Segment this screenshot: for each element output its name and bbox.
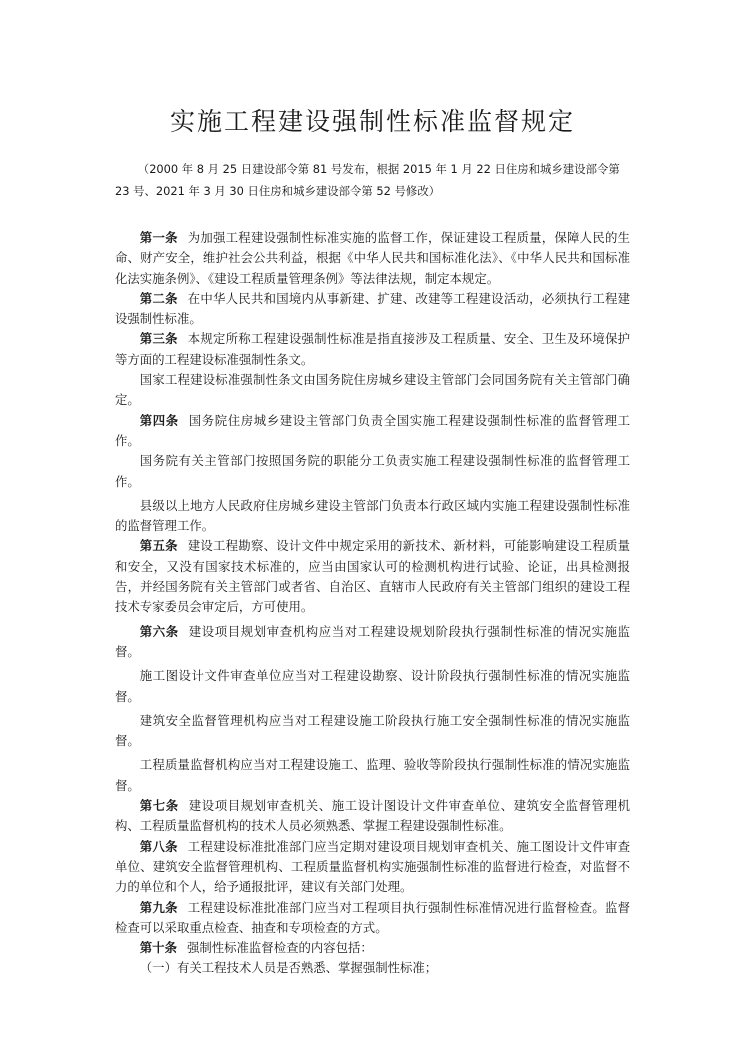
- paragraph-text: 工程建设标准批准部门应当定期对建设项目规划审查机关、施工图设计文件审查单位、建筑安全监督管理机构、工程质量监督机构实施强制性标准的监督进行检查，对监督不力的单位和个人，给予通报批评，建议有关部门处理。: [115, 838, 631, 895]
- paragraph-text: 在中华人民共和国境内从事新建、扩建、改建等工程建设活动，必须执行工程建设强制性标准。: [115, 290, 631, 327]
- paragraph-text: 工程质量监督机构应当对工程建设施工、监理、验收等阶段执行强制性标准的情况实施监督。: [115, 757, 630, 793]
- article-number: 第五条: [139, 538, 178, 554]
- paragraph: [115, 411, 630, 452]
- paragraph-text: 国家工程建设标准强制性条文由国务院住房城乡建设主管部门会同国务院有关主管部门确定。: [115, 372, 630, 408]
- paragraph-text: 国务院住房城乡建设主管部门负责全国实施工程建设强制性标准的监督管理工作。: [115, 412, 630, 448]
- paragraph-text: 县级以上地方人民政府住房城乡建设主管部门负责本行政区域内实施工程建设强制性标准的监督管理工作。: [115, 497, 630, 534]
- paragraph: [115, 536, 630, 617]
- paragraph: [115, 289, 630, 330]
- article-number: 第十条: [139, 940, 177, 956]
- article-number: 第八条: [139, 838, 178, 854]
- article-number: 第七条: [139, 798, 179, 814]
- paragraph: [115, 938, 630, 958]
- article-number: 第六条: [139, 623, 179, 639]
- paragraph: [115, 837, 630, 898]
- paragraph-text: 工程建设标准批准部门应当对工程项目执行强制性标准情况进行监督检查。监督检查可以采取重点检查、抽查和专项检查的方式。: [115, 899, 631, 935]
- paragraph: [115, 796, 630, 837]
- paragraph-text: 本规定所称工程建设强制性标准是指直接涉及工程质量、安全、卫生及环境保护等方面的工程建设标准强制性条文。: [115, 331, 631, 367]
- article-number: 第九条: [139, 899, 178, 915]
- paragraph-text: 强制性标准监督检查的内容包括：: [186, 940, 373, 956]
- paragraph-text: 建设工程勘察、设计文件中规定采用的新技术、新材料，可能影响建设工程质量和安全，又没有国家技术标准的，应当由国家认可的检测机构进行试验、论证，出具检测报告，并经国务院有关主管部门或者省、自治区、直辖市人民政府有关主管部门组织的建设工程技术专家委员会审定后，方可使用。: [115, 538, 631, 615]
- paragraph-text: 为加强工程建设强制性标准实施的监督工作，保证建设工程质量，保障人民的生命、财产安全，维护社会公共利益，根据《中华人民共和国标准化法》、《中华人民共和国标准化法实施条例》、《建设工程质量管理条例》等法律法规，制定本规定。: [115, 230, 631, 286]
- paragraph-text: （一）有关工程技术人员是否熟悉、掌握强制性标准；: [139, 960, 438, 976]
- paragraph: [115, 755, 630, 796]
- paragraph: [115, 666, 630, 707]
- paragraph-text: 施工图设计文件审查单位应当对工程建设勘察、设计阶段执行强制性标准的情况实施监督。: [115, 668, 630, 704]
- article-number: 第一条: [139, 230, 178, 245]
- paragraph: [115, 711, 630, 752]
- article-number: 第四条: [139, 412, 179, 428]
- paragraph: [115, 329, 630, 370]
- paragraph: [115, 898, 630, 939]
- paragraph: [115, 958, 630, 978]
- paragraph: [115, 496, 630, 537]
- document-title: 实施工程建设强制性标准监督规定: [169, 107, 575, 136]
- document-body: [115, 228, 630, 979]
- article-number: 第二条: [139, 290, 178, 306]
- paragraph: [115, 622, 630, 663]
- document-subtitle: （2000 年 8 月 25 日建设部令第 81 号发布，根据 2015 年 1 月 22 日住房和城乡建设部令第 23 号、2021 年 3 月 30 日住房和城乡建设部令第 52 号修改）: [115, 162, 620, 198]
- paragraph-text: 建设项目规划审查机关、施工设计图设计文件审查单位、建筑安全监督管理机构、工程质量监督机构的技术人员必须熟悉、掌握工程建设强制性标准。: [115, 798, 630, 834]
- paragraph: [115, 228, 630, 289]
- paragraph: [115, 370, 630, 411]
- paragraph-text: 建设项目规划审查机构应当对工程建设规划阶段执行强制性标准的情况实施监督。: [115, 623, 630, 659]
- article-number: 第三条: [139, 331, 178, 347]
- paragraph-text: 国务院有关主管部门按照国务院的职能分工负责实施工程建设强制性标准的监督管理工作。: [115, 453, 630, 489]
- paragraph-text: 建筑安全监督管理机构应当对工程建设施工阶段执行施工安全强制性标准的情况实施监督。: [115, 712, 630, 749]
- paragraph: [115, 451, 630, 492]
